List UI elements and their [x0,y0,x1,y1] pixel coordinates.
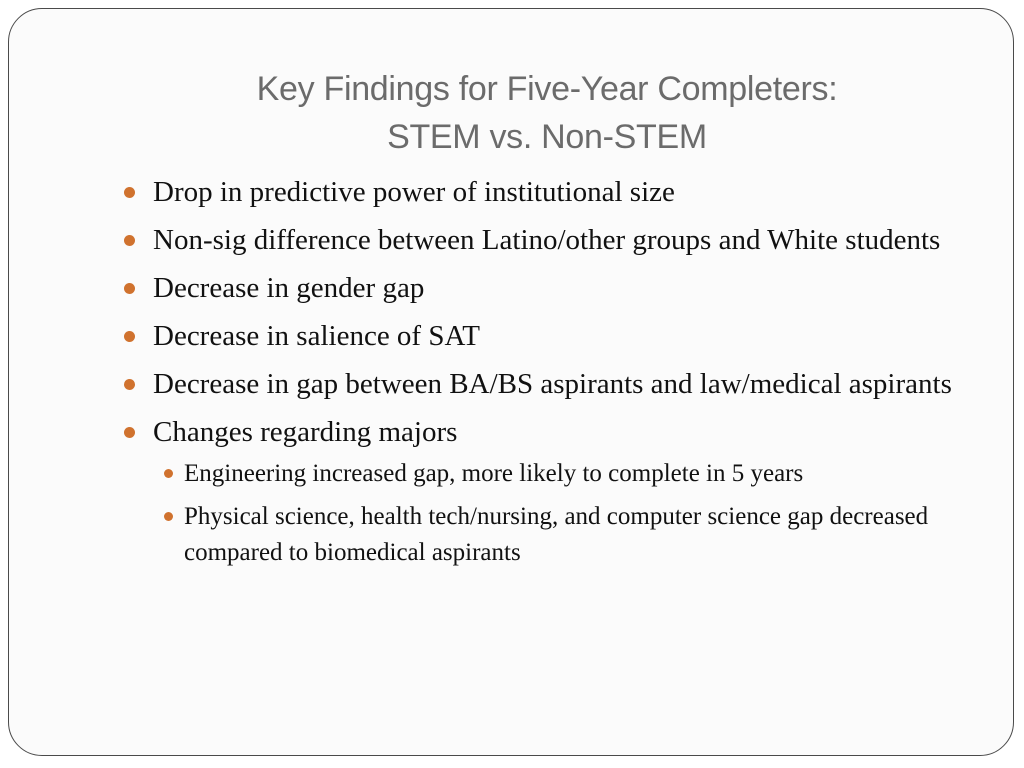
sub-bullet-list [153,456,981,571]
bullet-dot-icon [124,187,135,198]
bullet-text: Changes regarding majors [153,416,458,448]
bullet-item [121,413,981,571]
bullet-text: Decrease in salience of SAT [153,320,480,352]
bullet-dot-icon [124,235,135,246]
bullet-item [121,221,981,260]
bullet-dot-icon [124,331,135,342]
bullet-dot-icon [124,283,135,294]
sub-bullet-text: Engineering increased gap, more likely to complete in 5 years [184,460,804,487]
slide-frame [8,8,1014,756]
sub-bullet-item [153,456,981,492]
bullet-text: Drop in predictive power of institutional size [153,176,675,208]
bullet-item [121,269,981,308]
bullet-dot-icon [124,427,135,438]
sub-bullet-text: Physical science, health tech/nursing, and computer science gap decreased compared to biomedical aspirants [184,503,929,566]
slide-title [9,65,1024,161]
bullet-item [121,365,981,404]
sub-bullet-dot-icon [164,512,173,521]
sub-bullet-item [153,499,981,571]
bullet-item [121,317,981,356]
bullet-list [121,173,981,580]
bullet-text: Decrease in gap between BA/BS aspirants and law/medical aspirants [153,368,952,400]
bullet-text: Non-sig difference between Latino/other groups and White students [153,224,941,256]
sub-bullet-dot-icon [164,469,173,478]
slide-title-line-1: Key Findings for Five-Year Completers: [256,70,838,108]
bullet-text: Decrease in gender gap [153,272,425,304]
bullet-item [121,173,981,212]
slide-title-line-2: STEM vs. Non-STEM [387,118,707,156]
bullet-dot-icon [124,379,135,390]
